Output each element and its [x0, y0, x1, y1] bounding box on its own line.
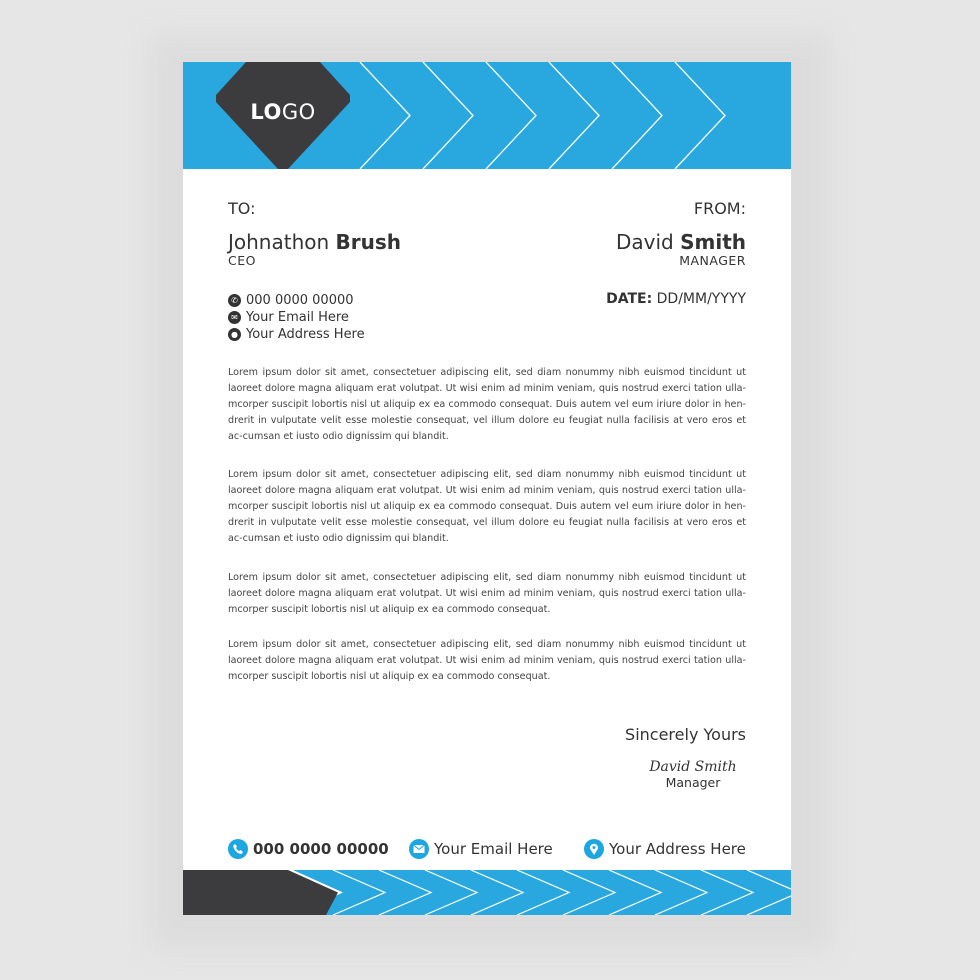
- closing-text: Sincerely Yours: [625, 725, 746, 744]
- location-icon: [584, 839, 604, 859]
- date-field: DATE: DD/MM/YYYY: [606, 291, 746, 307]
- footer-email: Your Email Here: [409, 839, 553, 859]
- recipient-name: Johnathon Brush: [228, 230, 402, 254]
- from-label: FROM:: [693, 199, 746, 218]
- footer-phone: 000 0000 00000: [228, 839, 389, 859]
- sender-name: David Smith: [615, 230, 746, 254]
- contact-phone: ✆ 000 0000 00000: [228, 293, 354, 308]
- body-paragraph: Lorem ipsum dolor sit amet, consectetuer adipiscing elit, sed diam nonummy nibh euismod tincidunt ut laoreet dolore magna aliquam erat volutpat. Ut wisi enim ad minim veniam, quis nostrud exerci tation ulla-mcorper suscipit lobortis nisl ut aliquip ex ea commodo consequat. Duis autem vel eum iriure dolor in hen-drerit in vulputate velit esse molestie consequat, vel illum dolore eu feugiat nulla facilisis at vero eros et ac-cumsan et iusto odio dignissim qui blandit.: [228, 469, 746, 544]
- footer-band: [183, 870, 791, 915]
- letterhead-page: [183, 62, 791, 915]
- to-label: TO:: [228, 199, 256, 218]
- svg-text:David Smith: David Smith: [649, 759, 737, 775]
- sender-role: MANAGER: [679, 253, 746, 268]
- contact-email: ✉ Your Email Here: [228, 310, 349, 325]
- body-paragraph: Lorem ipsum dolor sit amet, consectetuer adipiscing elit, sed diam nonummy nibh euismod tincidunt ut laoreet dolore magna aliquam erat volutpat. Ut wisi enim ad minim veniam, quis nostrud exerci tation ulla-mcorper suscipit lobortis nisl ut aliquip ex ea commodo consequat.: [228, 639, 746, 682]
- email-icon: ✉: [228, 311, 241, 324]
- footer-address: Your Address Here: [584, 839, 746, 859]
- body-paragraph: Lorem ipsum dolor sit amet, consectetuer adipiscing elit, sed diam nonummy nibh euismod tincidunt ut laoreet dolore magna aliquam erat volutpat. Ut wisi enim ad minim veniam, quis nostrud exerci tation ulla-mcorper suscipit lobortis nisl ut aliquip ex ea commodo consequat. Duis autem vel eum iriure dolor in hen-drerit in vulputate velit esse molestie consequat, vel illum dolore eu feugiat nulla facilisis at vero eros et ac-cumsan et iusto odio dignissim qui blandit.: [228, 367, 746, 442]
- body-paragraph: Lorem ipsum dolor sit amet, consectetuer adipiscing elit, sed diam nonummy nibh euismod tincidunt ut laoreet dolore magna aliquam erat volutpat. Ut wisi enim ad minim veniam, quis nostrud exerci tation ulla-mcorper suscipit lobortis nisl ut aliquip ex ea commodo consequat.: [228, 572, 746, 615]
- recipient-role: CEO: [228, 253, 256, 268]
- location-icon: ●: [228, 328, 241, 341]
- phone-icon: [228, 839, 248, 859]
- signer-title: Manager: [665, 775, 721, 790]
- contact-address: ● Your Address Here: [228, 327, 365, 342]
- logo: LOGO: [250, 100, 316, 124]
- phone-icon: ✆: [228, 294, 241, 307]
- email-icon: [409, 839, 429, 859]
